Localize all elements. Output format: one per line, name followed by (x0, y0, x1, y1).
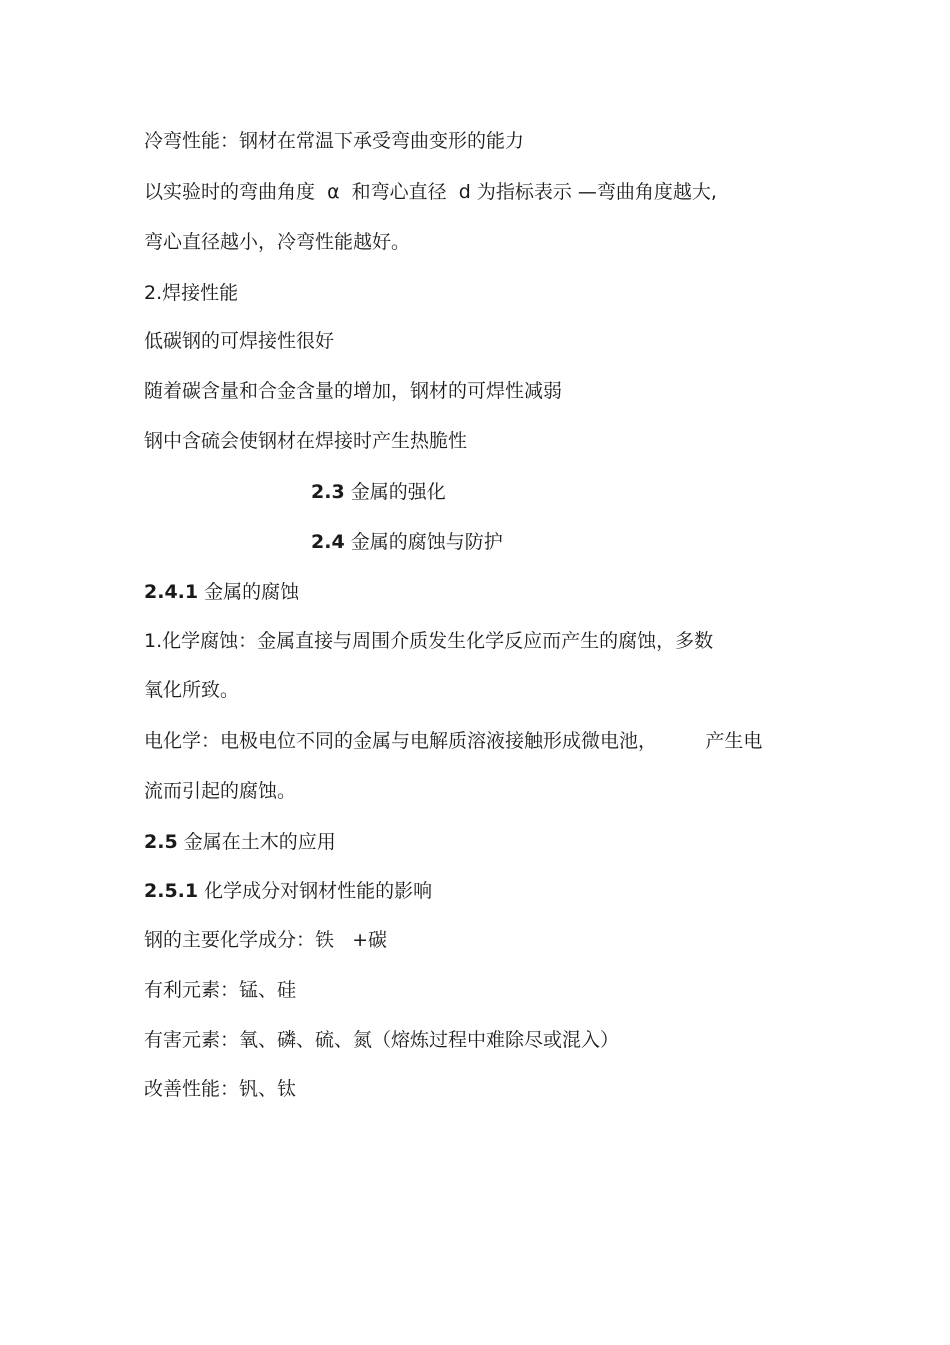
section-heading: 2.3 金属的强化 (311, 481, 446, 503)
section-number: 2.4 (311, 531, 345, 553)
text-line: 流而引起的腐蚀。 (144, 780, 297, 802)
text-line: 1.化学腐蚀：金属直接与周围介质发生化学反应而产生的腐蚀，多数 (144, 630, 714, 652)
section-number: 2.4.1 (144, 581, 199, 603)
text-line: 有利元素：锰、硅 (144, 979, 297, 1001)
section-heading: 2.焊接性能 (144, 282, 239, 304)
text-line: 有害元素：氧、磷、硫、氮（熔炼过程中难除尽或混入） (144, 1029, 620, 1051)
section-heading: 2.4 金属的腐蚀与防护 (311, 531, 503, 553)
text-line: 改善性能：钒、钛 (144, 1078, 297, 1100)
text-line: 低碳钢的可焊接性很好 (144, 330, 335, 352)
text-line: 电化学：电极电位不同的金属与电解质溶液接触形成微电池， 产生电 (144, 730, 763, 752)
text-line: 冷弯性能：钢材在常温下承受弯曲变形的能力 (144, 130, 525, 152)
text-line: 弯心直径越小，冷弯性能越好。 (144, 231, 411, 253)
section-heading: 2.4.1 金属的腐蚀 (144, 581, 300, 603)
section-number: 2.5.1 (144, 880, 199, 902)
text-line: 随着碳含量和合金含量的增加，钢材的可焊性减弱 (144, 380, 563, 402)
text-line: 钢的主要化学成分：铁 +碳 (144, 929, 388, 951)
section-heading: 2.5.1 化学成分对钢材性能的影响 (144, 880, 433, 902)
text-line: 钢中含硫会使钢材在焊接时产生热脆性 (144, 430, 468, 452)
text-line: 以实验时的弯曲角度 α 和弯心直径 d 为指标表示 —弯曲角度越大, (144, 181, 717, 203)
section-number: 2.5 (144, 831, 178, 853)
section-number: 2.3 (311, 481, 345, 503)
section-heading: 2.5 金属在土木的应用 (144, 831, 336, 853)
text-line: 氧化所致。 (144, 679, 240, 701)
